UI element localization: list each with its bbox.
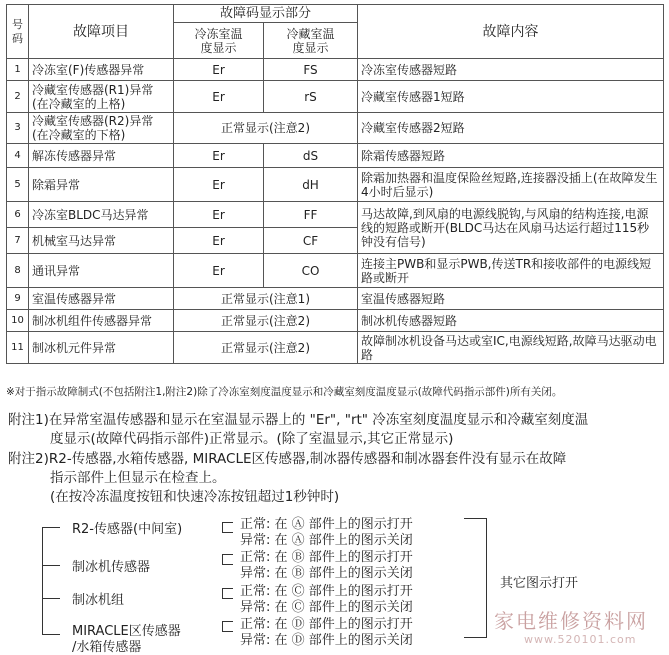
row-no: 11 [7,332,29,364]
state-bracket [222,588,233,599]
row-item: 冷藏室传感器(R2)异常(在冷藏室的下格) [29,113,174,144]
row-item: 室温传感器异常 [29,288,174,310]
state-abnormal: 异常: 在 Ⓑ 部件上的图示关闭 [240,566,413,581]
sensor-label: 制冰机组 [72,593,125,608]
row-freezer: Er [174,168,264,202]
bracket-tick [464,637,486,638]
sensor-label: 制冰机传感器 [72,560,151,575]
row-item: 解冻传感器异常 [29,144,174,168]
row-item: 机械室马达异常 [29,228,174,254]
row-content: 冷冻室传感器短路 [358,59,664,81]
row-content: 制冰机传感器短路 [358,310,664,332]
header-fridge: 冷藏室温度显示 [264,23,358,59]
row-freezer: Er [174,202,264,228]
row-freezer: Er [174,144,264,168]
row-content: 除霜传感器短路 [358,144,664,168]
row-item: 冷藏室传感器(R1)异常(在冷藏室的上格) [29,81,174,113]
state-abnormal: 异常: 在 Ⓓ 部件上的图示关闭 [240,633,413,648]
watermark-url: www.520101.com [524,633,637,646]
row-merged-display: 正常显示(注意1) [174,288,358,310]
bracket-tick [42,634,60,635]
bracket-tick [42,565,60,566]
row-no: 7 [7,228,29,254]
state-normal: 正常: 在 Ⓓ 部件上的图示打开 [240,617,413,632]
header-display-group: 故障码显示部分 [174,5,358,23]
sensor-label: /水箱传感器 [72,640,142,655]
row-fridge: CO [264,254,358,288]
bracket-tick [42,527,60,528]
header-item: 故障项目 [29,5,174,59]
state-bracket [222,554,233,565]
state-normal: 正常: 在 Ⓑ 部件上的图示打开 [240,550,413,565]
row-content: 马达故障,到风扇的电源线脱钩,与风扇的结构连接,电源线的短路或断开(BLDC马达在风扇马达运行超过115秒钟没有信号) [358,202,664,254]
row-fridge: dS [264,144,358,168]
row-content: 连接主PWB和显示PWB,传送TR和接收部件的电源线短路或断开 [358,254,664,288]
row-no: 9 [7,288,29,310]
row-freezer: Er [174,59,264,81]
others-label: 其它图示打开 [500,576,579,591]
row-no: 2 [7,81,29,113]
row-content: 室温传感器短路 [358,288,664,310]
row-no: 1 [7,59,29,81]
row-no: 4 [7,144,29,168]
state-abnormal: 异常: 在 Ⓐ 部件上的图示关闭 [240,533,413,548]
row-no: 8 [7,254,29,288]
note2-line2: 指示部件上但显示在检查上。 [50,470,226,486]
row-fridge: CF [264,228,358,254]
row-no: 5 [7,168,29,202]
bracket-tick [464,518,486,519]
row-merged-display: 正常显示(注意2) [174,113,358,144]
left-bracket-line [42,527,43,634]
right-bracket-line [486,518,487,638]
row-freezer: Er [174,228,264,254]
note2-line3: (在按冷冻温度按钮和快速冷冻按钮超过1秒钟时) [50,489,340,505]
row-no: 6 [7,202,29,228]
row-fridge: dH [264,168,358,202]
header-content: 故障内容 [358,5,664,59]
fault-code-table [6,4,664,364]
row-item: 冷冻室BLDC马达异常 [29,202,174,228]
state-normal: 正常: 在 Ⓒ 部件上的图示打开 [240,584,413,599]
row-item: 通讯异常 [29,254,174,288]
sensor-label: R2-传感器(中间室) [72,522,183,537]
row-fridge: FF [264,202,358,228]
sensor-label: MIRACLE区传感器 [72,624,181,639]
note1-line1: 附注1)在异常室温传感器和显示在室温显示器上的 "Er", "rt" 冷冻室刻度温度显示和冷藏室刻度温 [8,412,589,428]
state-bracket [222,522,233,533]
state-normal: 正常: 在 Ⓐ 部件上的图示打开 [240,517,413,532]
row-item: 制冰机元件异常 [29,332,174,364]
row-fridge: rS [264,81,358,113]
row-item: 除霜异常 [29,168,174,202]
row-merged-display: 正常显示(注意2) [174,332,358,364]
note1-line2: 度显示(故障代码指示部件)正常显示。(除了室温显示,其它正常显示) [50,431,454,447]
header-no: 号码 [7,5,29,59]
row-item: 制冰机组件传感器异常 [29,310,174,332]
row-content: 冷藏室传感器1短路 [358,81,664,113]
state-bracket [222,621,233,632]
watermark-text: 家电维修资料网 [494,609,648,633]
header-freezer: 冷冻室温度显示 [174,23,264,59]
row-content: 故障制冰机设备马达或室IC,电源线短路,故障马达驱动电路 [358,332,664,364]
row-item: 冷冻室(F)传感器异常 [29,59,174,81]
row-content: 冷藏室传感器2短路 [358,113,664,144]
row-freezer: Er [174,254,264,288]
note2-line1: 附注2)R2-传感器,水箱传感器, MIRACLE区传感器,制冰器传感器和制冰器套件没有显示在故障 [8,451,567,467]
row-content: 除霜加热器和温度保险丝短路,连接器没插上(在故障发生4小时后显示) [358,168,664,202]
bracket-tick [42,598,60,599]
row-no: 3 [7,113,29,144]
row-freezer: Er [174,81,264,113]
footnote: ※对于指示故障制式(不包括附注1,附注2)除了冷冻室刻度温度显示和冷藏室刻度温度显示(故障代码指示部件)所有关闭。 [6,386,563,398]
row-no: 10 [7,310,29,332]
row-merged-display: 正常显示(注意2) [174,310,358,332]
row-fridge: FS [264,59,358,81]
state-abnormal: 异常: 在 Ⓒ 部件上的图示关闭 [240,600,413,615]
